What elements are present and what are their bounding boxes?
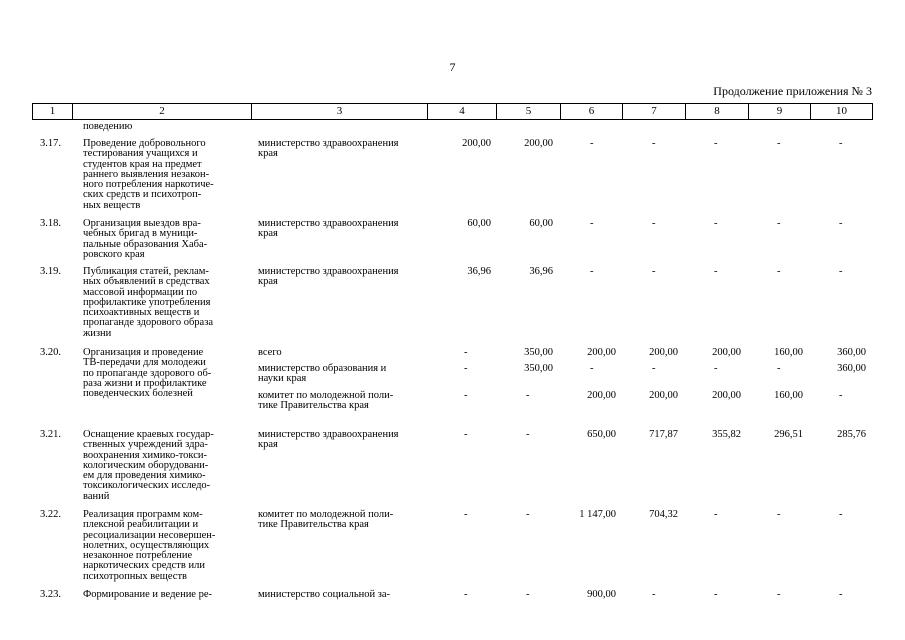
value-cell: -: [464, 509, 468, 520]
responsible-org: министерство здравоохранения края: [258, 138, 399, 160]
responsible-org: министерство образования и науки края: [258, 363, 387, 385]
value-cell: 36,96: [467, 266, 491, 277]
value-cell: -: [652, 589, 656, 600]
value-cell: -: [839, 138, 843, 149]
value-cell: -: [526, 509, 530, 520]
value-cell: -: [652, 266, 656, 277]
value-cell: -: [652, 363, 656, 374]
value-cell: -: [526, 429, 530, 440]
value-cell: -: [714, 589, 718, 600]
value-cell: 360,00: [837, 363, 866, 374]
top-fragment-text: поведению: [83, 121, 133, 132]
responsible-org: комитет по молодежной поли- тике Правительства края: [258, 390, 394, 412]
value-cell: 200,00: [462, 138, 491, 149]
column-header: 10: [811, 104, 873, 120]
value-cell: -: [839, 218, 843, 229]
value-cell: -: [464, 390, 468, 401]
responsible-org: комитет по молодежной поли- тике Правительства края: [258, 509, 394, 531]
value-cell: 60,00: [467, 218, 491, 229]
continuation-caption: Продолжение приложения № 3: [713, 84, 872, 98]
value-cell: -: [714, 363, 718, 374]
measure-name: Организация выездов вра- чебных бригад в муници- пальные образования Хаба- ровского края: [83, 218, 208, 260]
value-cell: -: [839, 266, 843, 277]
value-cell: -: [839, 509, 843, 520]
column-header-table: [32, 103, 873, 120]
value-cell: -: [777, 363, 781, 374]
value-cell: 200,00: [712, 390, 741, 401]
responsible-org: министерство социальной за-: [258, 589, 391, 600]
column-header: 2: [73, 104, 252, 120]
row-number: 3.22.: [40, 509, 61, 520]
value-cell: 1 147,00: [579, 509, 616, 520]
column-header: 7: [623, 104, 686, 120]
row-number: 3.21.: [40, 429, 61, 440]
value-cell: 717,87: [649, 429, 678, 440]
responsible-org: министерство здравоохранения края: [258, 218, 399, 240]
value-cell: -: [526, 589, 530, 600]
value-cell: 36,96: [529, 266, 553, 277]
value-cell: -: [714, 509, 718, 520]
value-cell: 296,51: [774, 429, 803, 440]
value-cell: 355,82: [712, 429, 741, 440]
value-cell: -: [714, 218, 718, 229]
value-cell: -: [839, 390, 843, 401]
column-header: 1: [33, 104, 73, 120]
measure-name: Формирование и ведение ре-: [83, 589, 212, 600]
row-number: 3.23.: [40, 589, 61, 600]
measure-name: Проведение добровольного тестирования учащихся и студентов края на предмет раннего выявления незакон- ного потребления наркотиче- ских средств и психотроп- ных веществ: [83, 138, 214, 211]
value-cell: 60,00: [529, 218, 553, 229]
value-cell: -: [464, 589, 468, 600]
value-cell: 200,00: [587, 390, 616, 401]
column-header: 5: [497, 104, 561, 120]
value-cell: -: [777, 218, 781, 229]
row-number: 3.20.: [40, 347, 61, 358]
value-cell: -: [464, 429, 468, 440]
column-header: 9: [749, 104, 811, 120]
value-cell: -: [590, 138, 594, 149]
value-cell: 200,00: [587, 347, 616, 358]
value-cell: -: [714, 266, 718, 277]
row-number: 3.18.: [40, 218, 61, 229]
value-cell: -: [652, 138, 656, 149]
value-cell: 650,00: [587, 429, 616, 440]
value-cell: 160,00: [774, 390, 803, 401]
responsible-org: министерство здравоохранения края: [258, 266, 399, 288]
column-header: 3: [252, 104, 428, 120]
value-cell: 200,00: [649, 390, 678, 401]
column-header: 4: [428, 104, 497, 120]
value-cell: -: [590, 218, 594, 229]
measure-name: Реализация программ ком- плексной реабилитации и ресоциализации несовершен- нолетних, осуществляющих незаконное потребление наркотических средств или психотропных веществ: [83, 509, 216, 582]
value-cell: 360,00: [837, 347, 866, 358]
value-cell: -: [777, 509, 781, 520]
value-cell: -: [652, 218, 656, 229]
column-header: 8: [686, 104, 749, 120]
value-cell: -: [526, 390, 530, 401]
value-cell: 160,00: [774, 347, 803, 358]
measure-name: Организация и проведение ТВ-передачи для молодежи по пропаганде здорового об- раза жизни и профилактике поведенческих болезней: [83, 347, 212, 400]
responsible-org: министерство здравоохранения края: [258, 429, 399, 451]
value-cell: -: [464, 363, 468, 374]
value-cell: -: [777, 138, 781, 149]
value-cell: 900,00: [587, 589, 616, 600]
value-cell: -: [777, 589, 781, 600]
value-cell: 200,00: [712, 347, 741, 358]
page-number: 7: [449, 60, 456, 74]
value-cell: 200,00: [649, 347, 678, 358]
value-cell: 704,32: [649, 509, 678, 520]
responsible-org: всего: [258, 347, 282, 358]
measure-name: Оснащение краевых государ- ственных учреждений здра- воохранения химико-токси- кологическим оборудовани- ем для проведения химико- токсикологических исследо- ваний: [83, 429, 214, 502]
measure-name: Публикация статей, реклам- ных объявлений в средствах массовой информации по профилактике употребления психоактивных веществ и пропаганде здорового образа жизни: [83, 266, 214, 339]
value-cell: -: [464, 347, 468, 358]
value-cell: 350,00: [524, 363, 553, 374]
value-cell: -: [839, 589, 843, 600]
row-number: 3.17.: [40, 138, 61, 149]
value-cell: -: [777, 266, 781, 277]
value-cell: 285,76: [837, 429, 866, 440]
value-cell: -: [590, 363, 594, 374]
value-cell: -: [590, 266, 594, 277]
value-cell: 350,00: [524, 347, 553, 358]
column-header: 6: [561, 104, 623, 120]
row-number: 3.19.: [40, 266, 61, 277]
value-cell: -: [714, 138, 718, 149]
value-cell: 200,00: [524, 138, 553, 149]
